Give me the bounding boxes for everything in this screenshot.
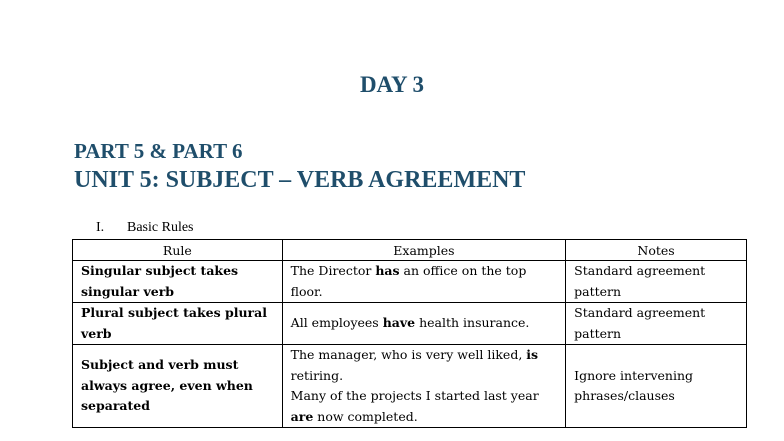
example-cell [282, 261, 565, 303]
example-text: an office on the top floor. [290, 263, 527, 299]
example-verb: has [375, 263, 400, 278]
table-row [73, 261, 747, 303]
example-text: now completed. [313, 408, 418, 424]
section-number: I. [96, 220, 105, 235]
table-row [73, 303, 747, 345]
part-title: PART 5 & PART 6 [74, 139, 243, 163]
notes-cell: Standard agreement pattern [566, 261, 747, 303]
day-title: DAY 3 [359, 72, 425, 97]
example-cell [282, 345, 565, 428]
example-text: health insurance. [415, 315, 530, 331]
example-text: The manager, who is very well liked, [290, 347, 527, 362]
example-verb: are [290, 408, 314, 424]
column-header-examples: Examples [282, 240, 565, 261]
unit-title: UNIT 5: SUBJECT – VERB AGREEMENT [74, 167, 526, 193]
example-text: Many of the projects I started last year [290, 388, 539, 403]
column-header-notes: Notes [566, 240, 747, 261]
rules-table [72, 239, 747, 428]
example-text: All employees [290, 315, 383, 331]
table-row [73, 345, 747, 428]
notes-cell: Standard agreement pattern [566, 303, 747, 345]
rule-cell: Plural subject takes plural verb [73, 303, 283, 345]
notes-cell: Ignore intervening phrases/clauses [566, 345, 747, 428]
example-verb: have [382, 315, 416, 331]
column-header-rule: Rule [73, 240, 283, 261]
example-text: The Director [290, 263, 376, 278]
example-verb: is [526, 347, 539, 362]
example-text: retiring. [290, 367, 344, 383]
rule-cell: Singular subject takes singular verb [73, 261, 283, 303]
example-cell [282, 303, 565, 345]
section-title: Basic Rules [127, 220, 194, 235]
table-header-row [73, 240, 747, 261]
section-heading [96, 220, 194, 236]
rule-cell: Subject and verb must always agree, even when separated [73, 345, 283, 428]
